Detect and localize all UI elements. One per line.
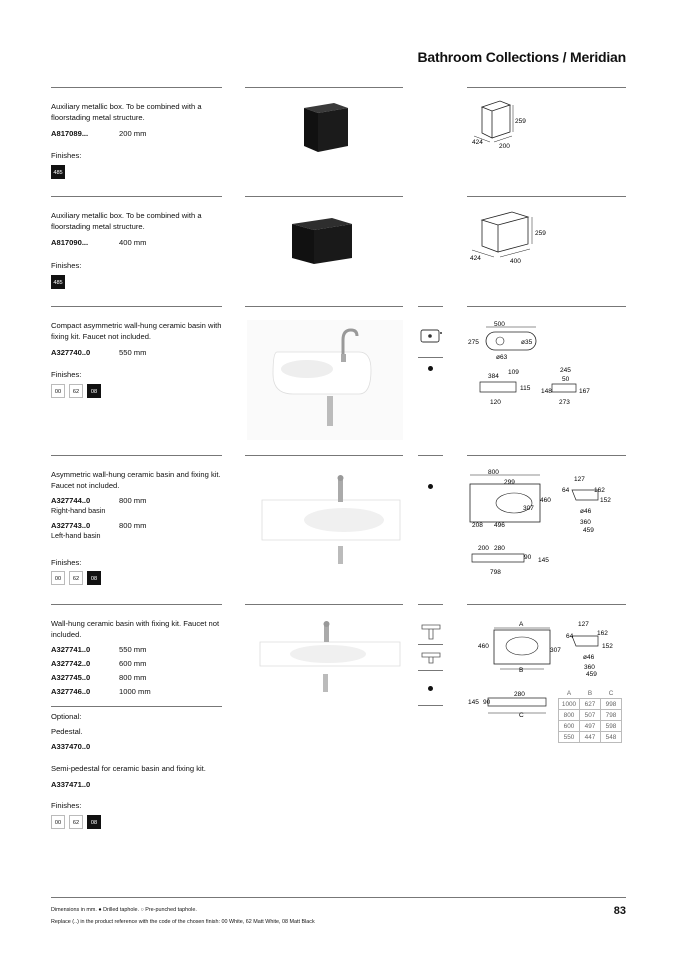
dim-label: 127 xyxy=(578,621,589,628)
dim-label: 307 xyxy=(550,647,561,654)
finish-swatch[interactable]: 485 xyxy=(51,275,65,289)
divider xyxy=(245,306,403,307)
table-cell: 550 xyxy=(559,732,580,743)
divider xyxy=(418,644,443,645)
dim-label: A xyxy=(519,621,524,628)
dim-label: ø46 xyxy=(583,654,595,661)
table-cell: 548 xyxy=(601,732,622,743)
divider xyxy=(51,604,222,605)
dim-label: 162 xyxy=(594,487,605,494)
divider xyxy=(245,455,403,456)
product-code: A327745..0 xyxy=(51,673,91,682)
table-row xyxy=(559,699,622,710)
dim-label: 167 xyxy=(579,388,590,395)
product-code: A337470..0 xyxy=(51,742,91,751)
footer-divider xyxy=(51,897,626,898)
dim-label: 384 xyxy=(488,373,499,380)
divider xyxy=(418,306,443,307)
finishes-label: Finishes: xyxy=(51,151,82,160)
dim-label: 162 xyxy=(597,630,608,637)
variant-note: Left-hand basin xyxy=(51,531,101,540)
divider xyxy=(245,604,403,605)
divider xyxy=(418,705,443,706)
table-cell: 497 xyxy=(580,721,601,732)
divider xyxy=(245,87,403,88)
product-code: A327740..0 xyxy=(51,348,91,357)
dim-label: 360 xyxy=(584,664,595,671)
divider xyxy=(418,357,443,358)
divider xyxy=(467,306,626,307)
product-code: A327741..0 xyxy=(51,645,91,654)
pedestal-icon xyxy=(418,619,444,641)
dim-label: 496 xyxy=(494,522,505,529)
product-code: A817090... xyxy=(51,238,89,247)
dim-label: 459 xyxy=(583,527,594,534)
divider xyxy=(51,455,222,456)
dim-label: 120 xyxy=(490,399,501,406)
product-size: 800 mm xyxy=(119,521,147,530)
product-size: 400 mm xyxy=(119,238,147,247)
dimension-table xyxy=(558,688,622,743)
table-cell: 798 xyxy=(601,710,622,721)
compact-basin-image xyxy=(247,320,403,440)
dim-label: 299 xyxy=(504,479,515,486)
table-cell: 447 xyxy=(580,732,601,743)
finish-swatch[interactable]: 62 xyxy=(69,571,83,585)
dim-label: ø46 xyxy=(580,508,592,515)
product-code: A327742..0 xyxy=(51,659,91,668)
table-row xyxy=(559,710,622,721)
dim-label: C xyxy=(519,712,524,719)
divider xyxy=(418,670,443,671)
asymmetric-basin-image xyxy=(256,468,406,578)
dim-label: 280 xyxy=(514,691,525,698)
metal-box-small-drawing xyxy=(470,95,540,155)
finish-swatch[interactable]: 62 xyxy=(69,815,83,829)
dim-label: 127 xyxy=(574,476,585,483)
finish-swatch[interactable]: 08 xyxy=(87,815,101,829)
dim-label: 259 xyxy=(535,230,546,237)
dim-label: 360 xyxy=(580,519,591,526)
dim-label: 307 xyxy=(523,505,534,512)
table-cell: 600 xyxy=(559,721,580,732)
footer-note: Dimensions in mm. ● Drilled taphole. ○ Pre-punched taphole. xyxy=(51,907,197,913)
finish-swatch[interactable]: 00 xyxy=(51,815,65,829)
product-code: A337471..0 xyxy=(51,780,91,789)
product-description: Auxiliary metallic box. To be combined with a floorstading metal structure. xyxy=(51,102,202,122)
dim-label: 245 xyxy=(560,367,571,374)
divider xyxy=(467,604,626,605)
product-code: A327746..0 xyxy=(51,687,91,696)
dim-label: 275 xyxy=(468,339,479,346)
footer-note: Replace (..) in the product reference with the code of the chosen finish: 00 White, 62 Matt White, 08 Matt Black xyxy=(51,919,315,925)
product-size: 800 mm xyxy=(119,673,147,682)
dim-label: 64 xyxy=(562,487,570,494)
dim-label: 109 xyxy=(508,369,519,376)
product-size: 550 mm xyxy=(119,348,147,357)
dim-label: 64 xyxy=(566,633,574,640)
table-cell: 627 xyxy=(580,699,601,710)
table-cell: 1000 xyxy=(559,699,580,710)
divider xyxy=(418,604,443,605)
table-row xyxy=(559,732,622,743)
dim-label: 259 xyxy=(515,118,526,125)
drilled-taphole-icon xyxy=(428,686,433,691)
dim-label: 50 xyxy=(562,376,570,383)
option-description: Semi-pedestal for ceramic basin and fixing kit. xyxy=(51,764,206,773)
table-cell: 598 xyxy=(601,721,622,732)
dim-label: 152 xyxy=(600,497,611,504)
drilled-taphole-icon xyxy=(428,484,433,489)
dim-label: 459 xyxy=(586,671,597,678)
product-size: 550 mm xyxy=(119,645,147,654)
option-description: Pedestal. xyxy=(51,727,83,736)
product-size: 800 mm xyxy=(119,496,147,505)
product-description: Asymmetric wall-hung ceramic basin and fixing kit. Faucet not included. xyxy=(51,470,221,490)
divider xyxy=(467,87,626,88)
compact-basin-drawing xyxy=(466,320,596,410)
dim-label: B xyxy=(519,667,524,674)
dim-label: ø35 xyxy=(521,339,533,346)
table-header: A xyxy=(566,689,572,697)
dim-label: 208 xyxy=(472,522,483,529)
dim-label: 400 xyxy=(510,258,521,265)
dim-label: 500 xyxy=(494,321,505,328)
dim-label: 152 xyxy=(602,643,613,650)
finish-swatch[interactable]: 08 xyxy=(87,384,101,398)
divider xyxy=(51,87,222,88)
dim-label: 145 xyxy=(468,699,479,706)
dim-label: 200 xyxy=(499,143,510,150)
dim-label: 800 xyxy=(488,469,499,476)
product-description: Wall-hung ceramic basin with fixing kit. Faucet not included. xyxy=(51,619,220,639)
divider xyxy=(467,196,626,197)
product-description: Compact asymmetric wall-hung ceramic basin with fixing kit. Faucet not included. xyxy=(51,321,222,341)
divider xyxy=(245,196,403,197)
page-number: 83 xyxy=(613,905,626,917)
finishes-label: Finishes: xyxy=(51,261,82,270)
dim-label: 148 xyxy=(541,388,552,395)
table-cell: 800 xyxy=(559,710,580,721)
variant-note: Right-hand basin xyxy=(51,506,106,515)
dim-label: 200 xyxy=(478,545,489,552)
table-header: C xyxy=(608,689,614,697)
product-size: 1000 mm xyxy=(119,687,151,696)
table-row xyxy=(559,721,622,732)
optional-label: Optional: xyxy=(51,712,82,721)
metal-box-large-image xyxy=(290,214,356,270)
dim-label: 798 xyxy=(490,569,501,576)
divider xyxy=(51,196,222,197)
finishes-label: Finishes: xyxy=(51,370,82,379)
finish-swatch[interactable]: 00 xyxy=(51,384,65,398)
taphole-icon xyxy=(418,326,444,346)
dim-label: 273 xyxy=(559,399,570,406)
dim-label: 280 xyxy=(494,545,505,552)
asymmetric-basin-drawing xyxy=(466,466,616,578)
wall-hung-basin-image xyxy=(256,618,406,698)
dim-label: 424 xyxy=(470,255,481,262)
dim-label: 115 xyxy=(520,385,531,392)
metal-box-large-drawing xyxy=(468,208,558,268)
divider xyxy=(467,455,626,456)
finishes-label: Finishes: xyxy=(51,558,82,567)
product-size: 200 mm xyxy=(119,129,147,138)
dim-label: 424 xyxy=(472,139,483,146)
product-size: 600 mm xyxy=(119,659,147,668)
finish-swatch[interactable]: 00 xyxy=(51,571,65,585)
semi-pedestal-icon xyxy=(418,647,444,667)
table-header: B xyxy=(587,689,593,697)
divider xyxy=(418,455,443,456)
divider xyxy=(51,706,222,707)
page-title: Bathroom Collections / Meridian xyxy=(417,49,626,65)
drilled-taphole-icon xyxy=(428,366,433,371)
product-code: A327743..0 xyxy=(51,521,91,530)
finish-swatch[interactable]: 08 xyxy=(87,571,101,585)
table-cell: 998 xyxy=(601,699,622,710)
finishes-label: Finishes: xyxy=(51,801,82,810)
table-cell: 507 xyxy=(580,710,601,721)
finish-swatch[interactable]: 485 xyxy=(51,165,65,179)
product-code: A327744..0 xyxy=(51,496,91,505)
dim-label: 90 xyxy=(483,699,491,706)
divider xyxy=(51,306,222,307)
dim-label: 90 xyxy=(524,554,532,561)
metal-box-small-image xyxy=(298,100,354,156)
dim-label: 145 xyxy=(538,557,549,564)
finish-swatch[interactable]: 62 xyxy=(69,384,83,398)
dim-label: 460 xyxy=(478,643,489,650)
product-code: A817089... xyxy=(51,129,89,138)
product-description: Auxiliary metallic box. To be combined with a floorstading metal structure. xyxy=(51,211,202,231)
dim-label: 460 xyxy=(540,497,551,504)
dim-label: ø63 xyxy=(496,354,508,361)
